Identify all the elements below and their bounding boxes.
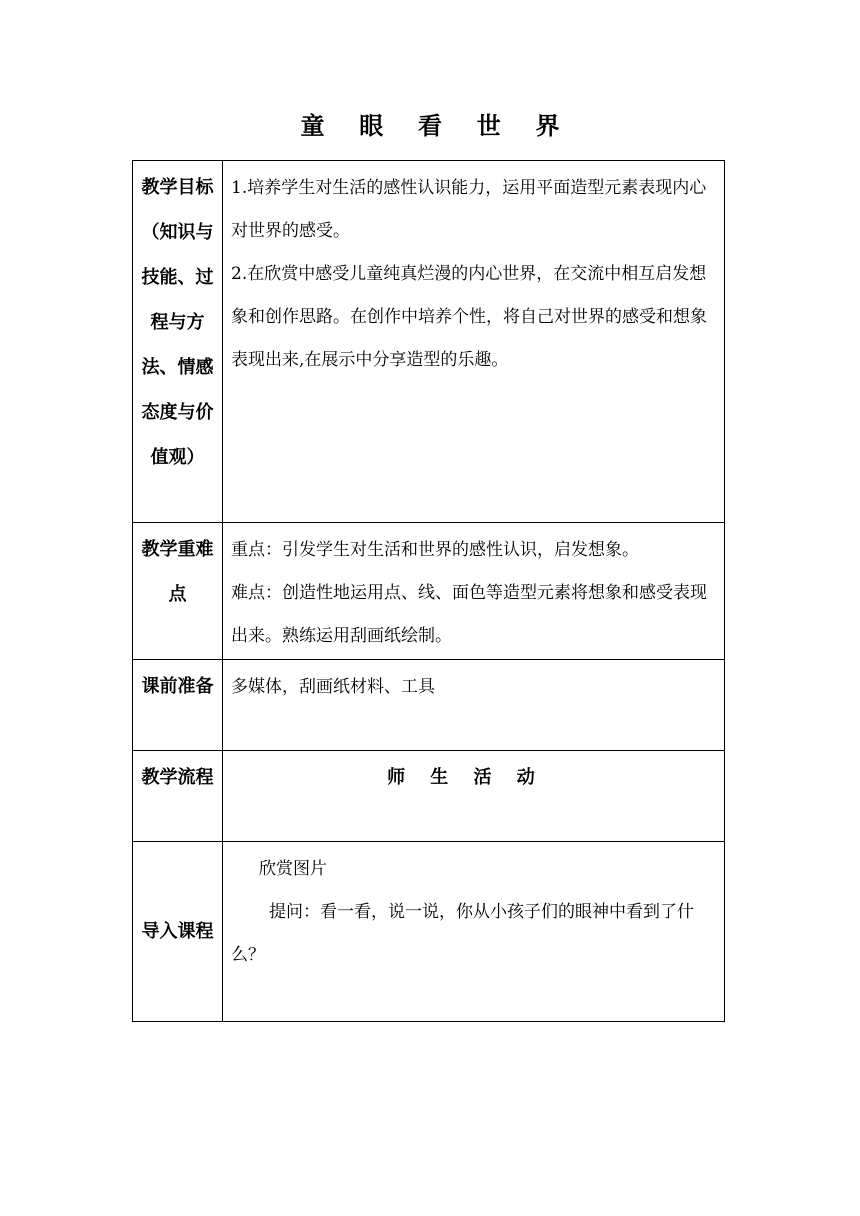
key-point-difficulty: 难点：创造性地运用点、线、面色等造型元素将想象和感受表现出来。熟练运用刮画纸绘制。 bbox=[231, 583, 707, 646]
key-points-label: 教学重难点 bbox=[133, 523, 223, 660]
table-row-process bbox=[133, 751, 725, 842]
table-row-preparation bbox=[133, 660, 725, 751]
activities-heading: 师生活动 bbox=[223, 751, 725, 842]
objectives-content bbox=[223, 161, 725, 523]
key-point-focus: 重点：引发学生对生活和世界的感性认识，启发想象。 bbox=[231, 540, 639, 560]
introduction-content bbox=[223, 842, 725, 1022]
introduction-label: 导入课程 bbox=[133, 842, 223, 1022]
introduction-line-1: 欣赏图片 bbox=[259, 859, 327, 879]
introduction-line-2: 提问：看一看，说一说，你从小孩子们的眼神中看到了什么？ bbox=[231, 902, 694, 965]
objectives-label: 教学目标（知识与技能、过程与方法、情感态度与价值观） bbox=[133, 161, 223, 523]
document-title: 童 眼 看 世 界 bbox=[300, 112, 573, 140]
preparation-content bbox=[223, 660, 725, 751]
preparation-text: 多媒体，刮画纸材料、工具 bbox=[231, 677, 435, 697]
lesson-plan-table bbox=[132, 160, 725, 1022]
table-row-key-points bbox=[133, 523, 725, 660]
process-label: 教学流程 bbox=[133, 751, 223, 842]
table-row-objectives bbox=[133, 161, 725, 523]
table-row-introduction bbox=[133, 842, 725, 1022]
objective-item-2: 2.在欣赏中感受儿童纯真烂漫的内心世界，在交流中相互启发想象和创作思路。在创作中培养个性，将自己对世界的感受和想象表现出来,在展示中分享造型的乐趣。 bbox=[231, 264, 707, 370]
preparation-label: 课前准备 bbox=[133, 660, 223, 751]
objective-item-1: 1.培养学生对生活的感性认识能力，运用平面造型元素表现内心对世界的感受。 bbox=[231, 178, 707, 241]
key-points-content bbox=[223, 523, 725, 660]
